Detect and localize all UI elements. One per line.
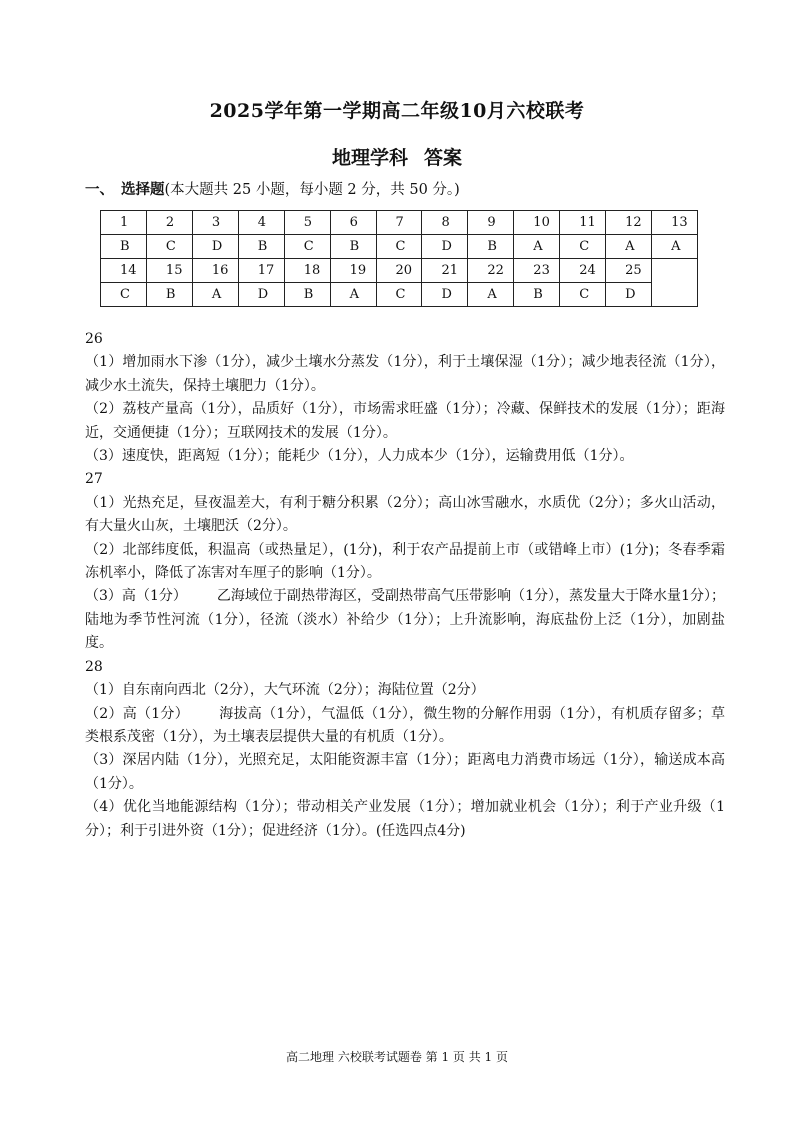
section-name: 选择题	[121, 181, 165, 198]
table-row	[101, 259, 698, 283]
question-number-cell: 10	[514, 211, 560, 235]
answer-cell: D	[422, 283, 468, 307]
table-row	[101, 235, 698, 259]
answer-table	[100, 210, 698, 307]
question-number-cell: 16	[192, 259, 238, 283]
answer-cell: C	[560, 235, 606, 259]
question-26-part-1: （1）增加雨水下渗（1分），减少土壤水分蒸发（1分），利于土壤保湿（1分）；减少地表径流（1分），减少水土流失，保持土壤肥力（1分）。	[85, 354, 725, 394]
answer-cell: C	[376, 235, 422, 259]
answer-cell: C	[284, 235, 330, 259]
answer-cell: C	[101, 283, 147, 307]
question-number-cell: 8	[422, 211, 468, 235]
subject-label: 地理学科	[331, 147, 408, 169]
section-description: (本大题共 25 小题，每小题 2 分，共 50 分。)	[164, 182, 460, 198]
question-number-cell: 11	[560, 211, 606, 235]
question-28-part-1: （1）自东南向西北（2分），大气环流（2分）；海陆位置（2分）	[85, 682, 485, 699]
question-28-number: 28	[85, 658, 103, 675]
question-28-part-2-reason: 海拔高（1分），气温低（1分），微生物的分解作用弱（1分），有机质存留多；草类根系茂密（1分），为土壤表层提供大量的有机质（1分）。	[85, 705, 725, 745]
question-number-cell: 23	[514, 259, 560, 283]
question-26-number: 26	[85, 331, 103, 347]
question-number-cell: 17	[238, 259, 284, 283]
question-27-part-3-reason: 乙海域位于副热带海区，受副热带高气压带影响（1分），蒸发量大于降水量1分）；陆地为季节性河流（1分），径流（淡水）补给少（1分）；上升流影响，海底盐份上泛（1分），加剧盐度。	[85, 588, 725, 652]
question-27-part-3-answer: （3）高（1分）	[85, 588, 187, 605]
answer-cell: D	[422, 235, 468, 259]
question-26-part-2: （2）荔枝产量高（1分），品质好（1分），市场需求旺盛（1分）；冷藏、保鲜技术的发展（1分）；距海近，交通便捷（1分）；互联网技术的发展（1分）。	[85, 401, 725, 441]
question-number-cell: 6	[330, 211, 376, 235]
answer-cell: A	[652, 235, 698, 259]
question-number-cell: 15	[146, 259, 192, 283]
question-26-part-3: （3）速度快，距离短（1分）；能耗少（1分），人力成本少（1分），运输费用低（1分）。	[85, 448, 634, 465]
answer-cell: A	[468, 283, 514, 307]
table-row	[101, 211, 698, 235]
question-28-part-2	[85, 703, 725, 750]
table-row	[101, 283, 698, 307]
question-number-cell: 3	[192, 211, 238, 235]
answer-cell: D	[238, 283, 284, 307]
question-number-cell: 4	[238, 211, 284, 235]
answer-label: 答案	[424, 147, 463, 169]
question-number-cell: 9	[468, 211, 514, 235]
answer-cell: A	[514, 235, 560, 259]
question-number-cell: 22	[468, 259, 514, 283]
question-number-cell: 1	[101, 211, 147, 235]
question-number-cell: 13	[652, 211, 698, 235]
answer-cell: A	[192, 283, 238, 307]
question-27-number: 27	[85, 471, 103, 488]
question-number-cell: 18	[284, 259, 330, 283]
question-number-cell: 24	[560, 259, 606, 283]
answer-cell: B	[284, 283, 330, 307]
question-number-cell: 20	[376, 259, 422, 283]
answer-cell: B	[238, 235, 284, 259]
empty-cell	[652, 259, 698, 307]
page-title: 2025学年第一学期高二年级10月六校联考	[209, 100, 585, 122]
answer-cell: B	[330, 235, 376, 259]
question-number-cell: 5	[284, 211, 330, 235]
question-27-part-3	[85, 585, 725, 655]
answer-cell: B	[101, 235, 147, 259]
question-number-cell: 25	[606, 259, 652, 283]
page-footer: 高二地理 六校联考试题卷 第 1 页 共 1 页	[286, 1050, 508, 1064]
question-number-cell: 19	[330, 259, 376, 283]
question-number-cell: 2	[146, 211, 192, 235]
answer-cell: C	[376, 283, 422, 307]
question-27-part-1: （1）光热充足，昼夜温差大，有利于糖分积累（2分）；高山冰雪融水，水质优（2分）；多火山活动，有大量火山灰，土壤肥沃（2分）。	[85, 494, 725, 535]
answer-body	[85, 328, 725, 843]
answer-cell: C	[560, 283, 606, 307]
answer-cell: B	[468, 235, 514, 259]
answer-cell: D	[606, 283, 652, 307]
question-27-part-2: （2）北部纬度低，积温高（或热量足），(1分)，利于农产品提前上市（或错峰上市）(1分)；冬春季霜冻机率小，降低了冻害对车厘子的影响（1分）。	[85, 541, 725, 582]
page-subtitle	[0, 143, 794, 170]
answer-cell: C	[146, 235, 192, 259]
question-number-cell: 21	[422, 259, 468, 283]
section-number: 一、	[85, 181, 114, 198]
answer-cell: D	[192, 235, 238, 259]
section-heading	[85, 178, 460, 199]
answer-cell: B	[146, 283, 192, 307]
answer-cell: A	[606, 235, 652, 259]
question-28-part-3: （3）深居内陆（1分），光照充足，太阳能资源丰富（1分）；距离电力消费市场远（1分），输送成本高（1分）。	[85, 752, 725, 792]
question-28-part-2-answer: （2）高（1分）	[85, 705, 189, 722]
answer-cell: A	[330, 283, 376, 307]
answer-cell: B	[514, 283, 560, 307]
question-28-part-4: （4）优化当地能源结构（1分）；带动相关产业发展（1分）；增加就业机会（1分）；利于产业升级（1分）；利于引进外资（1分）；促进经济（1分）。(任选四点4分)	[85, 799, 725, 839]
question-number-cell: 12	[606, 211, 652, 235]
question-number-cell: 7	[376, 211, 422, 235]
question-number-cell: 14	[101, 259, 147, 283]
